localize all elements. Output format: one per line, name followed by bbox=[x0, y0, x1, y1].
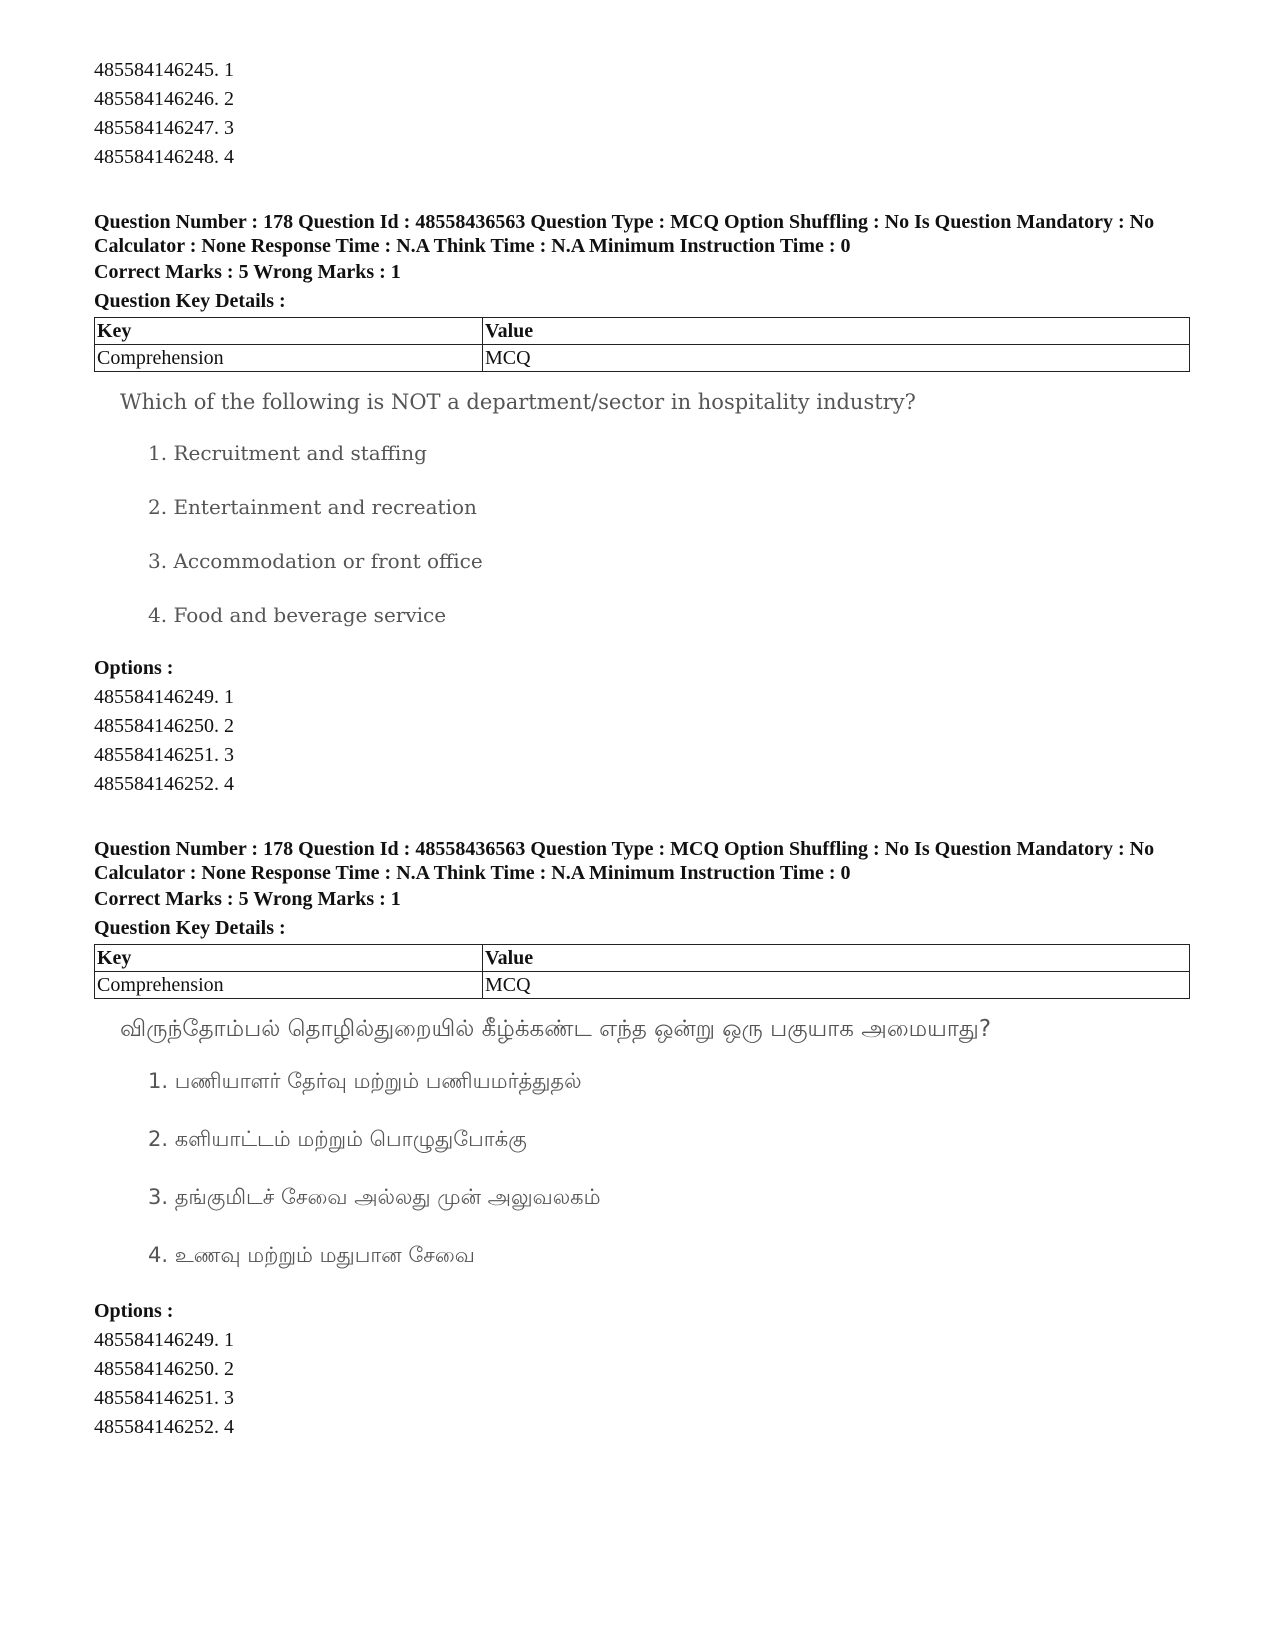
answer-choice: 2. Entertainment and recreation bbox=[148, 495, 477, 519]
value-header: Value bbox=[483, 945, 1190, 972]
table-header-row bbox=[95, 318, 1190, 345]
key-cell: Comprehension bbox=[95, 972, 483, 999]
option-line: 485584146247. 3 bbox=[94, 117, 234, 139]
answer-choice: 1. Recruitment and staffing bbox=[148, 441, 427, 465]
option-line: 485584146248. 4 bbox=[94, 146, 234, 168]
question-block-tamil bbox=[94, 837, 1194, 1442]
option-line: 485584146250. 2 bbox=[94, 715, 234, 737]
option-line: 485584146245. 1 bbox=[94, 59, 234, 81]
question-image bbox=[94, 1013, 1194, 1271]
question-stem: Which of the following is NOT a department/sector in hospitality industry? bbox=[120, 390, 916, 414]
option-line: 485584146249. 1 bbox=[94, 1329, 234, 1351]
option-line: 485584146252. 4 bbox=[94, 1416, 234, 1438]
option-line: 485584146251. 3 bbox=[94, 744, 234, 766]
value-cell: MCQ bbox=[483, 972, 1190, 999]
key-cell: Comprehension bbox=[95, 345, 483, 372]
options-label: Options : bbox=[94, 657, 174, 679]
question-block-english bbox=[94, 210, 1194, 799]
key-header: Key bbox=[95, 945, 483, 972]
options-label: Options : bbox=[94, 1300, 174, 1322]
key-details-label: Question Key Details : bbox=[94, 917, 286, 939]
option-line: 485584146249. 1 bbox=[94, 686, 234, 708]
answer-choice: 1. பணியாளர் தேர்வு மற்றும் பணியமர்த்துதல் bbox=[148, 1069, 582, 1093]
answer-choice: 3. Accommodation or front office bbox=[148, 549, 483, 573]
table-row bbox=[95, 972, 1190, 999]
question-meta: Question Number : 178 Question Id : 48558436563 Question Type : MCQ Option Shuffling : No Is Question Mandatory : No Calculator : None Response Time : N.A Think Time : N.A Minimum Instruction Time : 0 bbox=[94, 838, 1155, 884]
option-line: 485584146252. 4 bbox=[94, 773, 234, 795]
answer-choice: 4. உணவு மற்றும் மதுபான சேவை bbox=[148, 1243, 475, 1267]
table-row bbox=[95, 345, 1190, 372]
option-line: 485584146250. 2 bbox=[94, 1358, 234, 1380]
question-stem: விருந்தோம்பல் தொழில்துறையில் கீழ்க்கண்ட எந்த ஒன்று ஒரு பகுயாக அமையாது? bbox=[120, 1016, 992, 1042]
previous-options-list bbox=[94, 56, 1194, 172]
document-page bbox=[94, 56, 1194, 1442]
answer-choice: 2. களியாட்டம் மற்றும் பொழுதுபோக்கு bbox=[148, 1127, 527, 1151]
answer-choice: 3. தங்குமிடச் சேவை அல்லது முன் அலுவலகம் bbox=[148, 1185, 601, 1209]
key-details-table bbox=[94, 317, 1190, 372]
value-cell: MCQ bbox=[483, 345, 1190, 372]
option-line: 485584146251. 3 bbox=[94, 1387, 234, 1409]
value-header: Value bbox=[483, 318, 1190, 345]
answer-choice: 4. Food and beverage service bbox=[148, 603, 447, 627]
key-details-table bbox=[94, 944, 1190, 999]
question-image bbox=[94, 386, 1194, 630]
key-details-label: Question Key Details : bbox=[94, 290, 286, 312]
question-meta: Question Number : 178 Question Id : 48558436563 Question Type : MCQ Option Shuffling : No Is Question Mandatory : No Calculator : None Response Time : N.A Think Time : N.A Minimum Instruction Time : 0 bbox=[94, 211, 1155, 257]
question-marks: Correct Marks : 5 Wrong Marks : 1 bbox=[94, 888, 401, 910]
table-header-row bbox=[95, 945, 1190, 972]
key-header: Key bbox=[95, 318, 483, 345]
question-marks: Correct Marks : 5 Wrong Marks : 1 bbox=[94, 261, 401, 283]
option-line: 485584146246. 2 bbox=[94, 88, 234, 110]
